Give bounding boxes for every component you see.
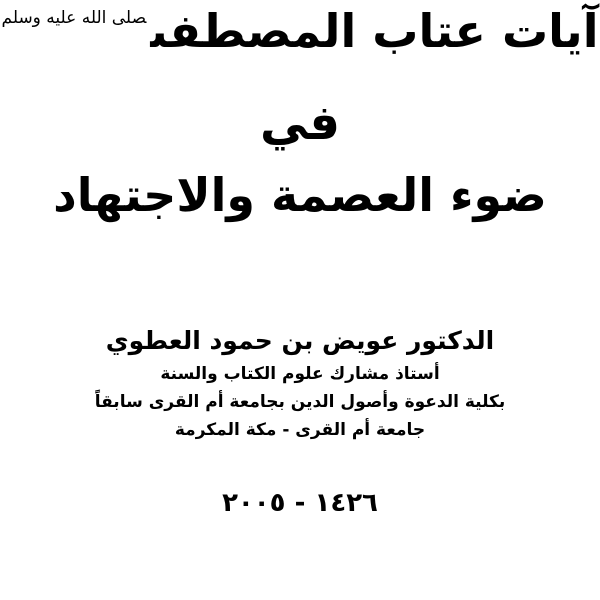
author-university: جامعة أم القرى - مكة المكرمة — [174, 420, 426, 440]
book-title: آيات عتاب المصطفى — [150, 4, 599, 58]
book-subtitle: ضوء العصمة والاجتهاد — [53, 168, 547, 222]
author-faculty: بكلية الدعوة وأصول الدين بجامعة أم القرى سابقاً — [94, 392, 506, 412]
book-title-line — [0, 4, 600, 58]
author-position: أستاذ مشارك علوم الكتاب والسنة — [160, 364, 440, 384]
title-connector: في — [260, 95, 340, 151]
author-block — [0, 322, 600, 444]
honorific-phrase: صلى الله عليه وسلم — [1, 8, 147, 28]
publication-date: ١٤٢٦ - ٢٠٠٥ — [222, 488, 378, 518]
author-name: الدكتور عويض بن حمود العطوي — [105, 326, 495, 355]
